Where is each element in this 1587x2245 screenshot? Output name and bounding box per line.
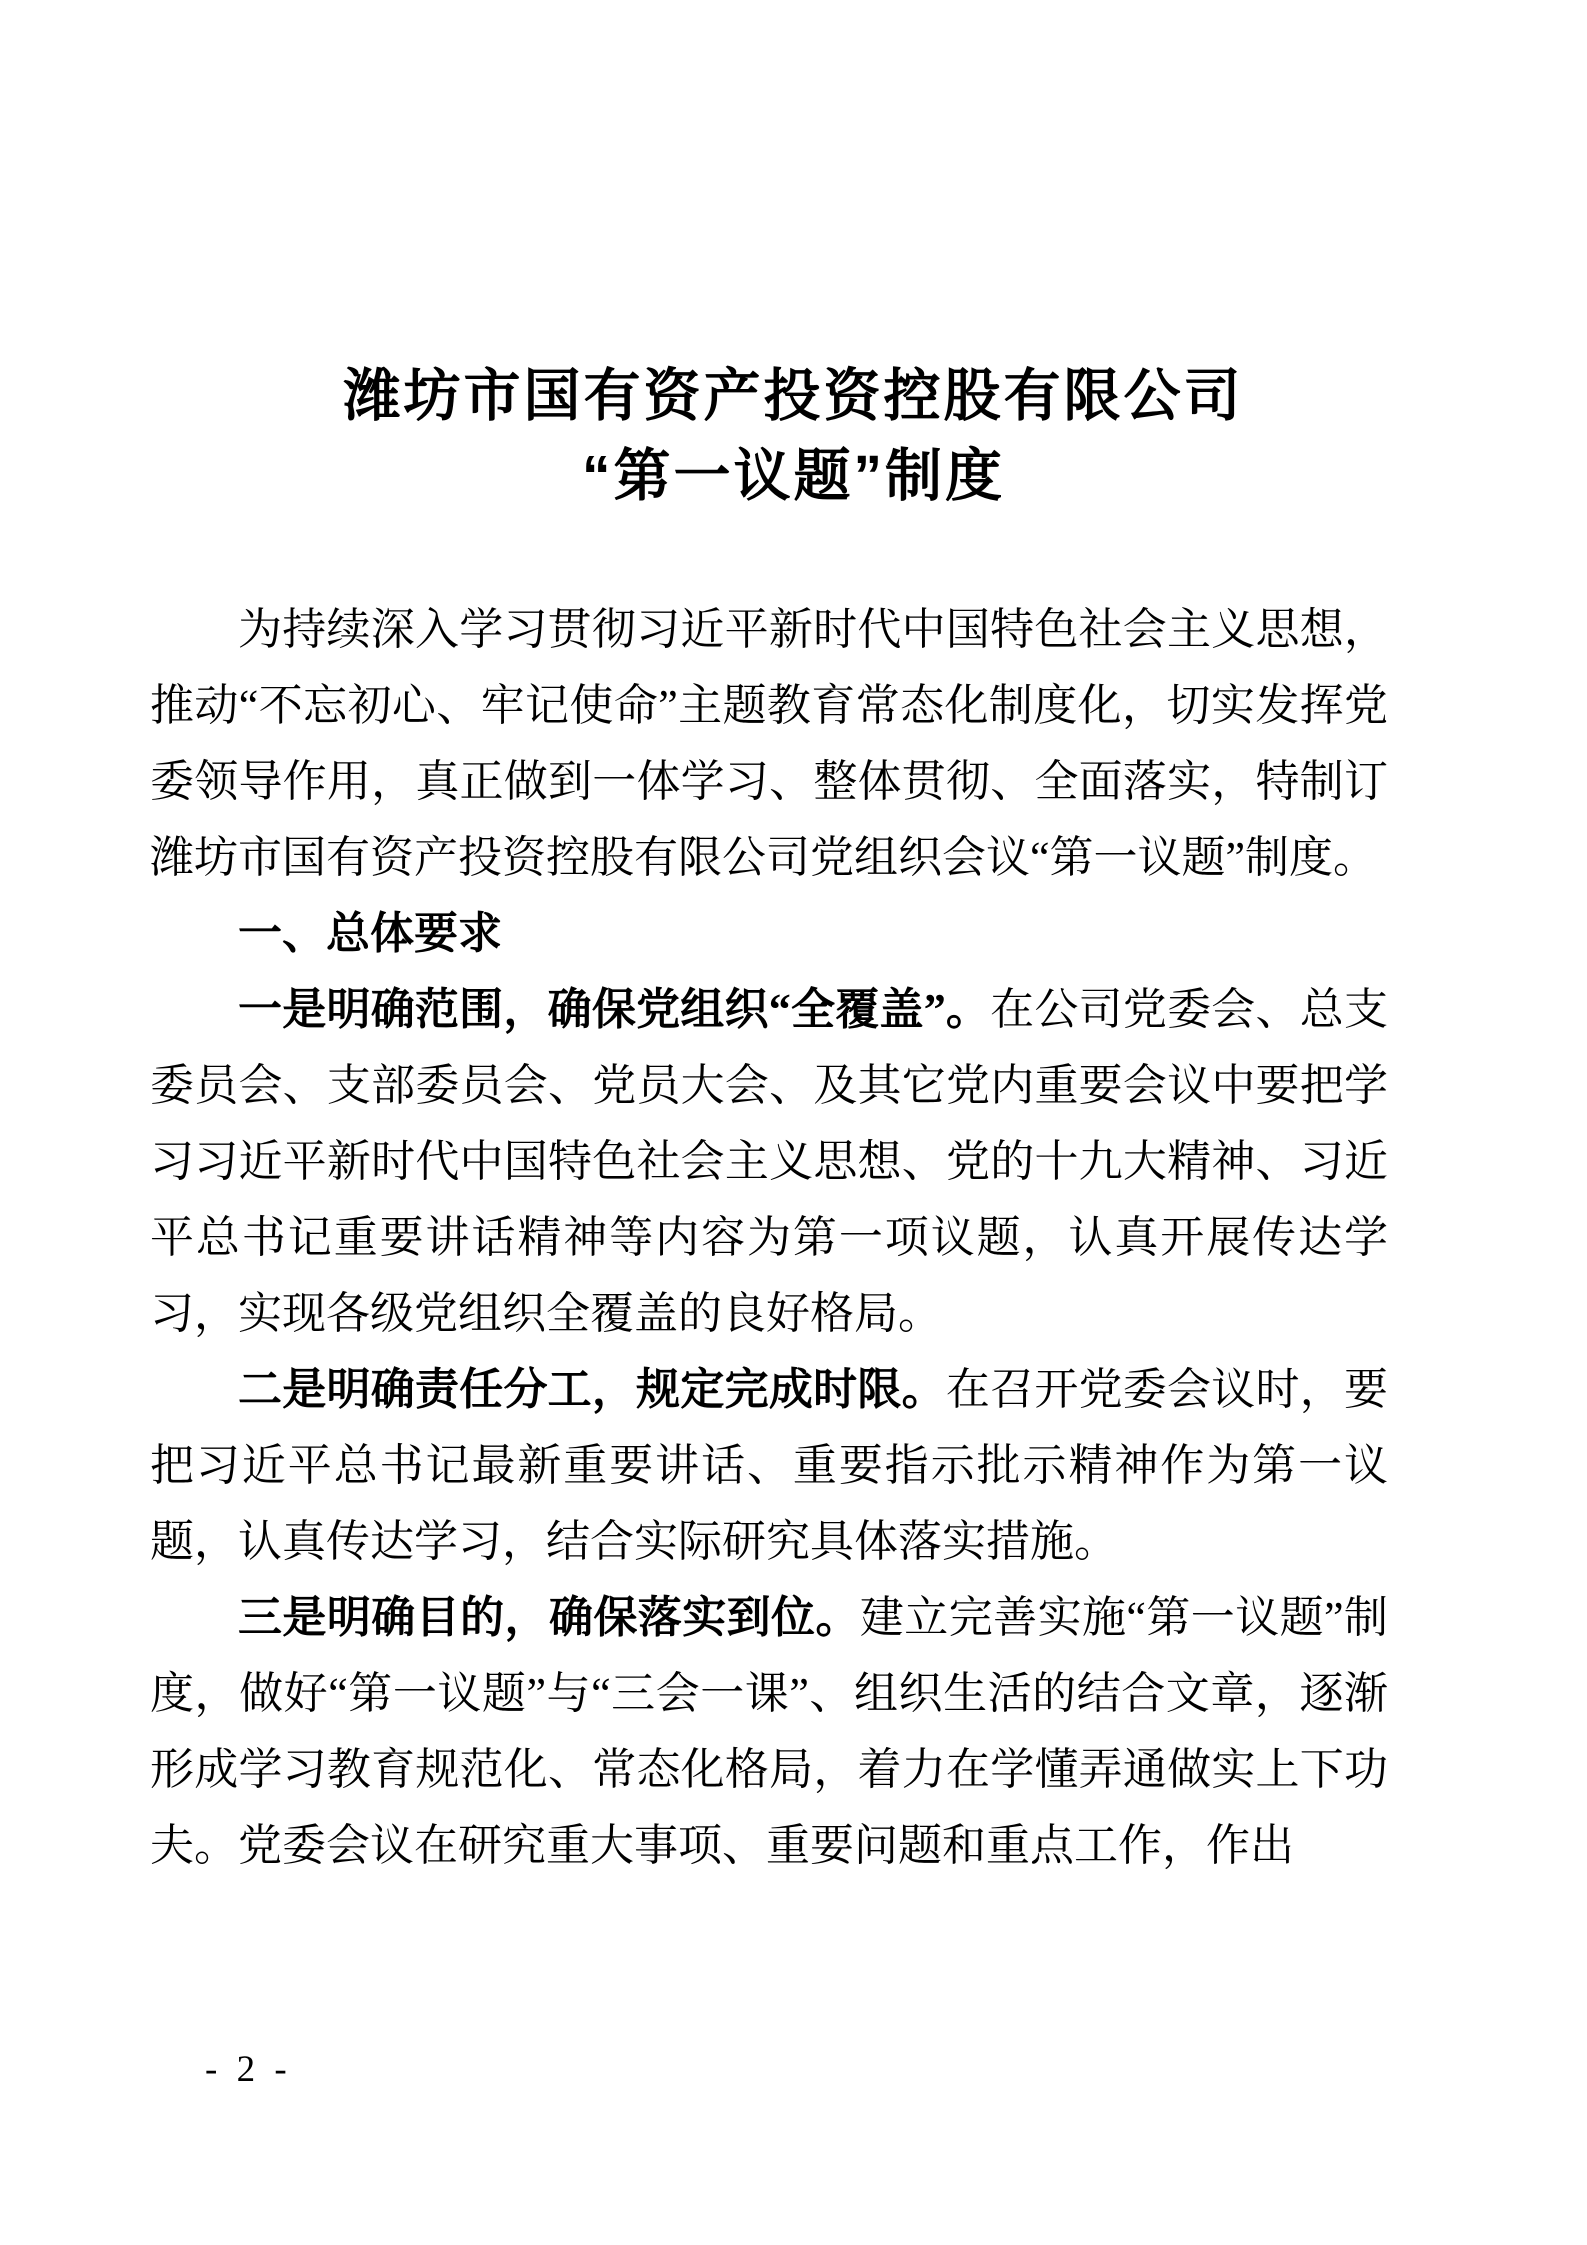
document-body	[150, 592, 1388, 1884]
paragraph-point-1-lead: 一是明确范围，确保党组织“全覆盖”。	[238, 985, 991, 1034]
paragraph-point-1-text: 在公司党委会、总支委员会、支部委员会、党员大会、及其它党内重要会议中要把学习习近平新时代中国特色社会主义思想、党的十九大精神、习近平总书记重要讲话精神等内容为第一项议题，认真开展传达学习，实现各级党组织全覆盖的良好格局。	[150, 985, 1389, 1338]
document-title-line-1: 潍坊市国有资产投资控股有限公司	[343, 364, 1244, 428]
page-number: - 2 -	[205, 2049, 292, 2090]
paragraph-point-3	[150, 1580, 1388, 1884]
paragraph-intro: 为持续深入学习贯彻习近平新时代中国特色社会主义思想，推动“不忘初心、牢记使命”主题教育常态化制度化，切实发挥党委领导作用，真正做到一体学习、整体贯彻、全面落实，特制订潍坊市国有资产投资控股有限公司党组织会议“第一议题”制度。	[150, 605, 1388, 882]
paragraph-point-3-text: 建立完善实施“第一议题”制度，做好“第一议题”与“三会一课”、组织生活的结合文章，逐渐形成学习教育规范化、常态化格局，着力在学懂弄通做实上下功夫。党委会议在研究重大事项、重要问题和重点工作，作出	[150, 1593, 1388, 1870]
document-title-line-2: “第一议题”制度	[582, 444, 1005, 508]
paragraph-point-3-lead: 三是明确目的，确保落实到位。	[238, 1593, 860, 1642]
document-title	[0, 356, 1587, 516]
paragraph-point-1	[150, 972, 1388, 1352]
paragraph-point-2-text: 在召开党委会议时，要把习近平总书记最新重要讲话、重要指示批示精神作为第一议题，认真传达学习，结合实际研究具体落实措施。	[150, 1365, 1389, 1566]
paragraph-point-2	[150, 1352, 1388, 1580]
section-heading-overall-requirements: 一、总体要求	[238, 909, 502, 958]
paragraph-point-2-lead: 二是明确责任分工，规定完成时限。	[238, 1365, 946, 1414]
